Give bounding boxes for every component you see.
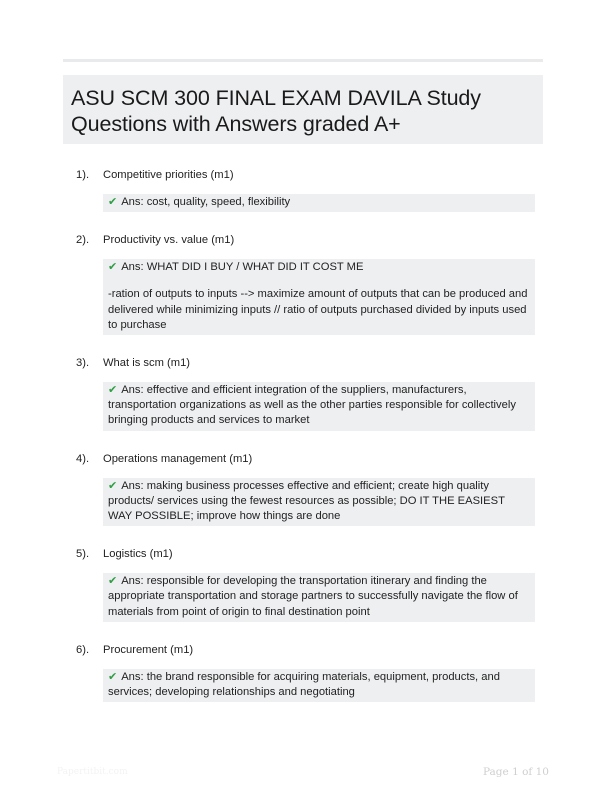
answer-box bbox=[103, 382, 535, 431]
document-title: ASU SCM 300 FINAL EXAM DAVILA Study Questions with Answers graded A+ bbox=[71, 86, 481, 136]
answer-text: Ans: making business processes effective and efficient; create high quality products/ services using the fewest resources as possible; DO IT THE EASIEST WAY POSSIBLE; improve how things are done bbox=[108, 479, 505, 523]
question-header bbox=[63, 545, 543, 563]
answer-text: Ans: effective and efficient integration of the suppliers, manufacturers, transportation organizations as well as the other parties responsible for collectively bringing products and services to market bbox=[108, 384, 516, 427]
page-indicator: Page 1 of 10 bbox=[482, 766, 549, 778]
question-number: 1). bbox=[76, 169, 90, 181]
answer-text: Ans: cost, quality, speed, flexibility bbox=[121, 196, 291, 208]
watermark-text: Papertitbit.com bbox=[57, 767, 128, 777]
question-header bbox=[63, 166, 543, 184]
check-icon: ✔ bbox=[108, 575, 118, 588]
question-number: 4). bbox=[76, 452, 90, 465]
answer-line bbox=[108, 574, 531, 620]
question-item bbox=[63, 545, 543, 622]
question-text: Logistics (m1) bbox=[103, 548, 173, 561]
top-divider bbox=[63, 59, 543, 62]
question-header bbox=[63, 231, 543, 249]
check-icon: ✔ bbox=[108, 196, 118, 208]
check-icon: ✔ bbox=[108, 670, 118, 683]
question-item bbox=[63, 354, 543, 431]
answer-text: Ans: the brand responsible for acquiring materials, equipment, products, and services; developing relationships and negotiating bbox=[108, 670, 500, 699]
question-header bbox=[63, 354, 543, 372]
check-icon: ✔ bbox=[108, 384, 118, 397]
title-banner bbox=[63, 75, 543, 144]
question-header bbox=[63, 641, 543, 659]
check-icon: ✔ bbox=[108, 261, 118, 274]
question-item bbox=[63, 641, 543, 702]
question-text: Procurement (m1) bbox=[103, 643, 194, 656]
answer-box bbox=[103, 669, 535, 702]
question-number: 6). bbox=[76, 643, 90, 656]
answer-box bbox=[103, 194, 535, 212]
check-icon: ✔ bbox=[108, 479, 118, 492]
answer-line bbox=[108, 260, 531, 275]
question-header bbox=[63, 450, 543, 468]
answer-line bbox=[108, 479, 531, 525]
answer-box bbox=[103, 259, 535, 335]
question-number: 5). bbox=[76, 548, 90, 561]
answer-extra-text: -ration of outputs to inputs --> maximize amount of outputs that can be produced and delivered while minimizing inputs // ratio of outputs purchased divided by inputs used to purchase bbox=[108, 288, 528, 331]
question-item bbox=[63, 166, 543, 212]
question-number: 3). bbox=[76, 357, 90, 370]
question-number: 2). bbox=[76, 234, 90, 247]
answer-box bbox=[103, 573, 535, 622]
answer-text: Ans: WHAT DID I BUY / WHAT DID IT COST ME bbox=[121, 261, 364, 274]
answer-line bbox=[108, 195, 531, 210]
question-list bbox=[63, 166, 543, 721]
question-item bbox=[63, 231, 543, 335]
answer-text: Ans: responsible for developing the transportation itinerary and finding the appropriate transportation and storage partners to successfully navigate the flow of materials from point of origin to final destination point bbox=[108, 575, 518, 618]
question-text: Operations management (m1) bbox=[103, 452, 253, 465]
answer-line bbox=[108, 670, 531, 700]
answer-box bbox=[103, 478, 535, 527]
answer-line bbox=[108, 383, 531, 429]
question-text: What is scm (m1) bbox=[103, 357, 191, 370]
question-item bbox=[63, 450, 543, 527]
question-text: Competitive priorities (m1) bbox=[103, 169, 234, 181]
question-text: Productivity vs. value (m1) bbox=[103, 234, 235, 247]
